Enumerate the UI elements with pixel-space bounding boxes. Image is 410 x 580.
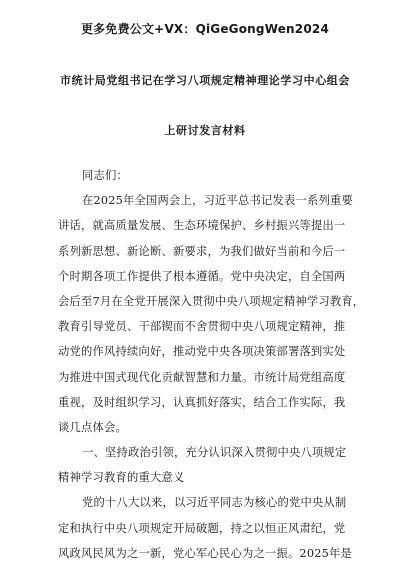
body-line: 系列新思想、新论断、新要求，为我们做好当前和今后一 bbox=[58, 244, 346, 258]
watermark-text: 更多免费公文+VX：QiGeGongWen2024 bbox=[80, 22, 329, 36]
body-line: 为推进中国式现代化贡献智慧和力量。市统计局党组高度 bbox=[58, 370, 346, 384]
document-body bbox=[58, 163, 365, 566]
body-line: 个时期各项工作提供了根本遵循。党中央决定，自全国两 bbox=[58, 269, 346, 283]
body-line: 谈几点体会。 bbox=[58, 420, 127, 434]
document-title-continued: 上研讨发言材料 bbox=[164, 124, 246, 137]
section-heading: 一、坚持政治引领，充分认识深入贯彻中央八项规定 bbox=[82, 446, 347, 460]
body-line: 会后至7月在全党开展深入贯彻中央八项规定精神学习教育， bbox=[58, 294, 365, 308]
body-line: 重视，及时组织学习，认真抓好落实，结合工作实际，我 bbox=[58, 395, 346, 409]
body-line: 定和执行中央八项规定开局破题，持之以恒正风肃纪，党 bbox=[58, 521, 346, 535]
body-line: 动党的作风持续向好，推动党中央各项决策部署落到实处 bbox=[58, 345, 346, 359]
document-title: 市统计局党组书记在学习八项规定精神理论学习中心组会 bbox=[60, 74, 350, 87]
body-line: 党的十八大以来，以习近平同志为核心的党中央从制 bbox=[82, 496, 347, 510]
body-line: 教育引导党员、干部锲而不舍贯彻中央八项规定精神，推 bbox=[58, 320, 346, 334]
body-line: 在2025年全国两会上，习近平总书记发表一系列重要 bbox=[82, 194, 353, 208]
body-line: 风政风民风为之一新，党心军心民心为之一振。2025年是 bbox=[58, 546, 352, 560]
salutation: 同志们： bbox=[82, 169, 128, 182]
section-heading-continued: 精神学习教育的重大意义 bbox=[58, 471, 185, 485]
body-line: 讲话，就高质量发展、生态环境保护、乡村振兴等提出一 bbox=[58, 219, 346, 233]
